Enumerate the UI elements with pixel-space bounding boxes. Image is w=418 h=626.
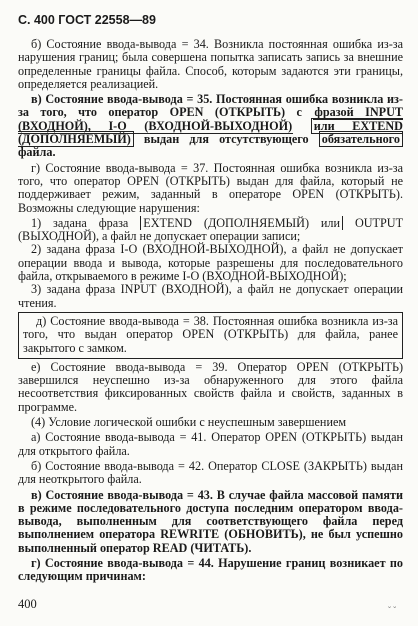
list-item-3: 3) задана фраза INPUT (ВХОДНОЙ), а файл не допускает операции чтения. — [18, 282, 403, 310]
paragraph-io-44: г) Состояние ввода-вывода = 44. Нарушение границ возникает по следующим причинам: — [18, 555, 403, 584]
paragraph-io-35: в) Состояние ввода-вывода = 35. Постоянная ошибка возникла из-за того, что оператор OPEN (ОТКРЫТЬ) с фразой INPUT (ВХОДНОЙ), I-O (ВХОДНОЙ-ВЫХОДНОЙ) или EXTEND (ДОПОЛНЯЕМЫЙ) выдан для отсутствующего обязательного файла. — [18, 92, 404, 160]
boxed-paragraph-io-38: д) Состояние ввода-вывода = 38. Постоянная ошибка возникла из-за того, что выдан оператор OPEN (ОТКРЫТЬ) для файла, ранее закрытого с замком. — [18, 312, 403, 359]
page-header: С. 400 ГОСТ 22558—89 — [18, 13, 156, 27]
section-heading-4: (4) Условие логической ошибки с неуспешным завершением — [31, 415, 347, 430]
page-number: 400 — [18, 597, 37, 611]
paragraph-io-34: б) Состояние ввода-вывода = 34. Возникла постоянная ошибка из-за нарушения границ; была совершена попытка записать запись за внешние определенные границы файла. Способ, которым задаются эти границы, определяется реализацией. — [18, 37, 403, 91]
paragraph-io-37: г) Состояние ввода-вывода = 37. Постоянная ошибка возникла из-за того, что оператор OPEN (ОТКРЫТЬ) выдан для файла, который не поддерживает режим, заданный в операторе OPEN (ОТКРЫТЬ). Возможны следующие нарушения: — [18, 160, 403, 215]
list-item-1: 1) задана фраза EXTEND (ДОПОЛНЯЕМЫЙ) или OUTPUT (ВЫХОДНОЙ), а файл не допускает операции записи; — [18, 215, 404, 244]
paragraph-io-39: е) Состояние ввода-вывода = 39. Оператор OPEN (ОТКРЫТЬ) завершился неуспешно из-за обнаруженного для этого файла несоответствия фиксированных свойств файла и свойств, заданных в программе. — [18, 359, 403, 414]
list-item-2: 2) задана фраза I-O (ВХОДНОЙ-ВЫХОДНОЙ), а файл не допускает операции ввода и вывода, которые разрешены для последовательного файла, открываемого в режиме I-O (ВХОДНОЙ-ВЫХОДНОЙ); — [18, 242, 403, 284]
paragraph-io-41: а) Состояние ввода-вывода = 41. Оператор OPEN (ОТКРЫТЬ) выдан для открытого файла. — [18, 430, 403, 458]
paragraph-io-43: в) Состояние ввода-вывода = 43. В случае файла массовой памяти в режиме последовательного доступа последним оператором ввода-вывода, выполненным для соответствующего файла перед выполнением оператора REWRITE (ОБНОВИТЬ), не был успешно выполненный оператор READ (ЧИТАТЬ). — [18, 487, 403, 555]
body-text — [18, 38, 403, 584]
paragraph-io-42: б) Состояние ввода-вывода = 42. Оператор CLOSE (ЗАКРЫТЬ) выдан для неоткрытого файла. — [18, 458, 403, 487]
scan-mark: ˘ ˘ — [388, 605, 397, 615]
